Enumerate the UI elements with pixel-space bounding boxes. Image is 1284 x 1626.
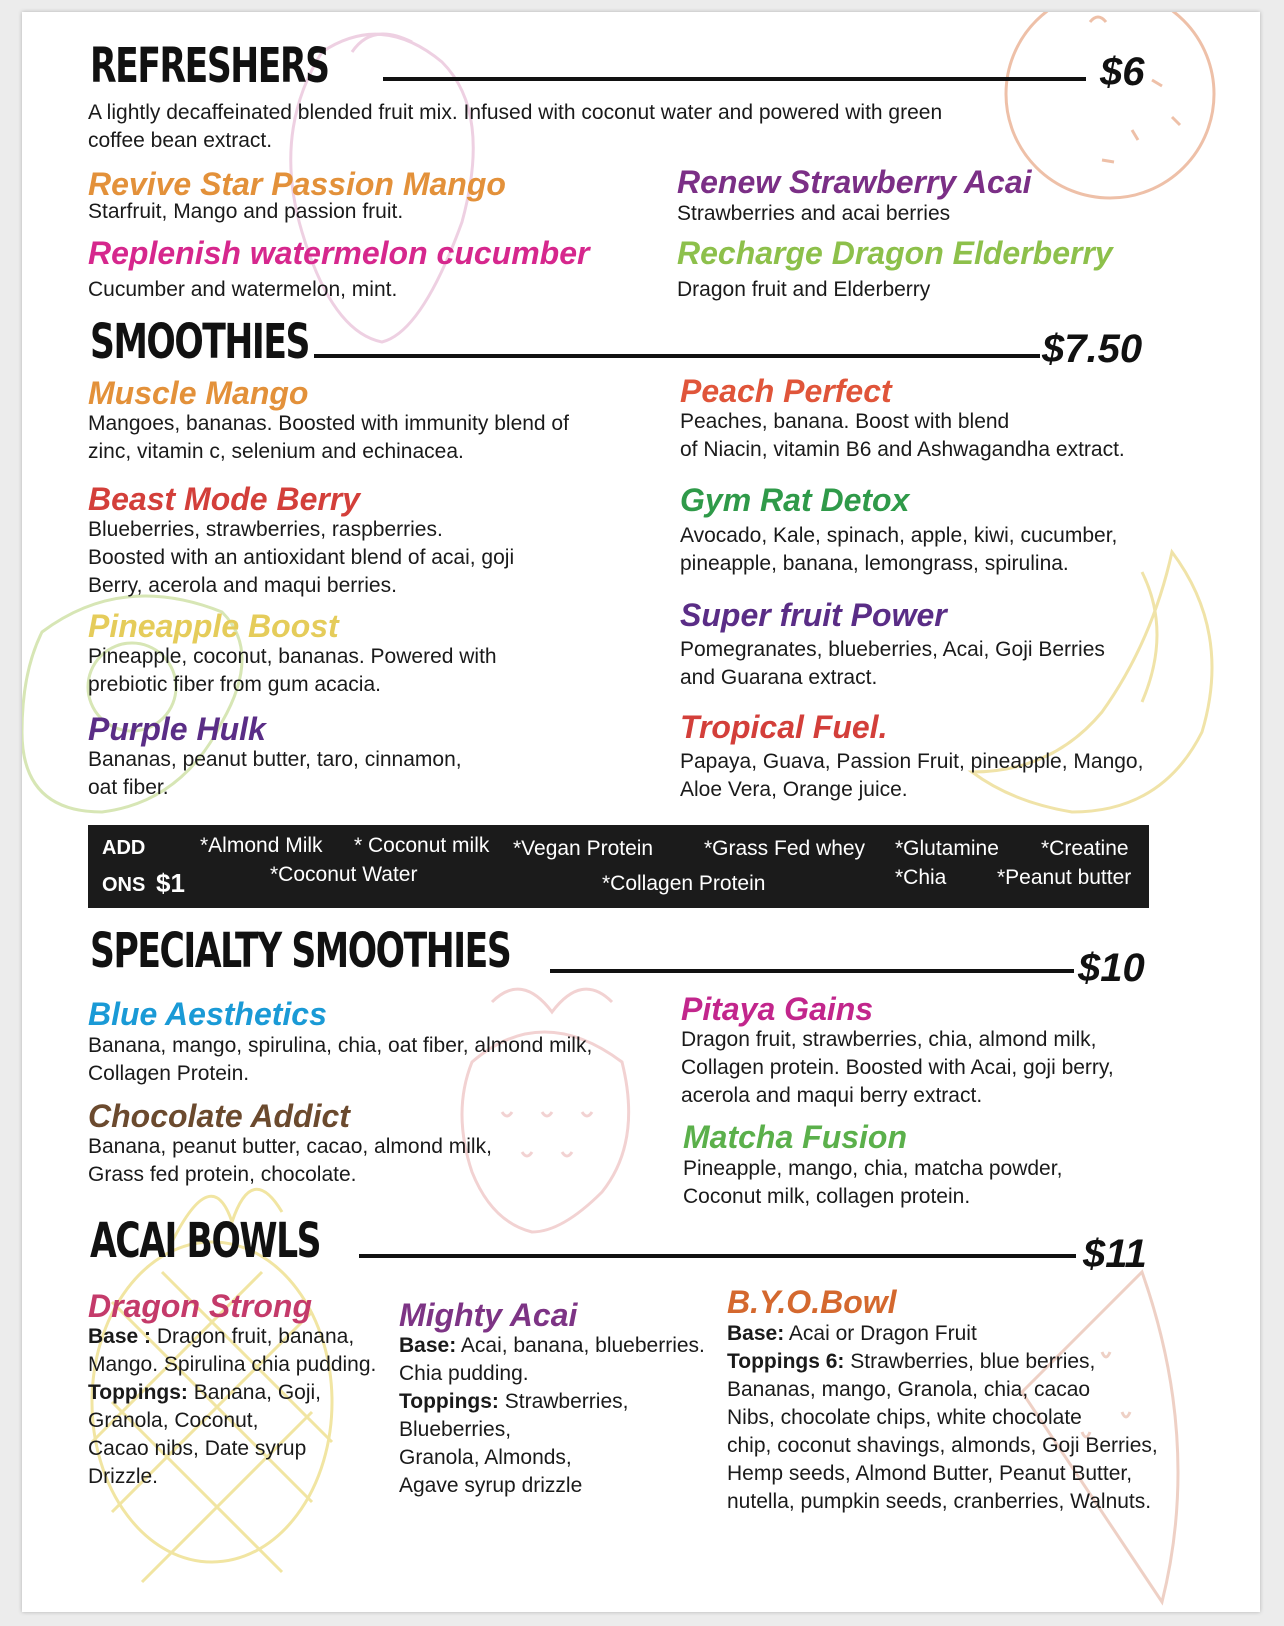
specialty-desc: Banana, mango, spirulina, chia, oat fiber, almond milk, — [88, 1034, 593, 1057]
smoothies-price: $7.50 — [1042, 327, 1143, 371]
refresher-name: Replenish watermelon cucumber — [88, 235, 590, 271]
specialty-desc: Pineapple, mango, chia, matcha powder, — [683, 1157, 1063, 1180]
bowl-desc: Cacao nibs, Date syrup — [88, 1437, 307, 1460]
bowl-name-dragon-strong: Dragon Strong — [88, 1288, 312, 1324]
refreshers-price: $6 — [1100, 50, 1145, 94]
refreshers-rule — [383, 77, 1086, 81]
addon-item: *Chia — [895, 866, 947, 889]
bowl-name-mighty-acai: Mighty Acai — [399, 1297, 578, 1333]
bowl-desc: nutella, pumpkin seeds, cranberries, Walnuts. — [727, 1490, 1152, 1513]
smoothie-name: Beast Mode Berry — [88, 481, 361, 517]
refresher-name: Recharge Dragon Elderberry — [677, 235, 1113, 271]
smoothie-desc: Mangoes, bananas. Boosted with immunity blend of — [88, 412, 569, 435]
smoothie-desc: Blueberries, strawberries, raspberries. — [88, 518, 443, 541]
addon-item: *Glutamine — [895, 837, 999, 860]
refresher-desc: Starfruit, Mango and passion fruit. — [88, 200, 404, 223]
addon-item: *Collagen Protein — [602, 872, 766, 895]
acai-price: $11 — [1083, 1232, 1147, 1276]
bowl-desc: Granola, Almonds, — [399, 1446, 572, 1469]
bowl-desc: Nibs, chocolate chips, white chocolate — [727, 1406, 1082, 1429]
smoothie-desc: pineapple, banana, lemongrass, spirulina. — [680, 552, 1069, 575]
base-text: Acai or Dragon Fruit — [784, 1322, 977, 1345]
refreshers-intro-line-2: coffee bean extract. — [88, 129, 273, 152]
addon-item: * Coconut milk — [354, 834, 490, 857]
specialty-price: $10 — [1078, 946, 1145, 990]
refresher-name: Renew Strawberry Acai — [677, 164, 1032, 200]
base-label: Base: — [727, 1322, 785, 1345]
bowl-desc: Granola, Coconut, — [88, 1409, 259, 1432]
bowl-base-line — [727, 1320, 977, 1348]
smoothie-desc: Boosted with an antioxidant blend of acai, goji — [88, 546, 515, 569]
specialty-desc: Banana, peanut butter, cacao, almond milk, — [88, 1135, 492, 1158]
smoothie-name: Peach Perfect — [680, 373, 892, 409]
smoothie-desc: Papaya, Guava, Passion Fruit, pineapple, Mango, — [680, 750, 1144, 773]
refreshers-heading: REFRESHERS — [90, 38, 329, 94]
specialty-desc: Dragon fruit, strawberries, chia, almond milk, — [681, 1028, 1097, 1051]
base-label: Base: — [399, 1334, 457, 1357]
specialty-name: Blue Aesthetics — [88, 996, 327, 1032]
smoothie-desc: and Guarana extract. — [680, 666, 878, 689]
smoothie-name: Gym Rat Detox — [680, 482, 910, 518]
bowl-desc: Agave syrup drizzle — [399, 1474, 583, 1497]
smoothie-desc: Bananas, peanut butter, taro, cinnamon, — [88, 748, 462, 771]
toppings-label: Toppings: — [88, 1381, 188, 1404]
addon-item: *Vegan Protein — [513, 837, 654, 860]
smoothie-name: Tropical Fuel. — [680, 709, 888, 745]
smoothie-desc: Peaches, banana. Boost with blend — [680, 410, 1010, 433]
bowl-desc: Blueberries, — [399, 1418, 512, 1441]
addon-item: *Creatine — [1041, 837, 1129, 860]
refresher-desc: Dragon fruit and Elderberry — [677, 278, 931, 301]
bowl-toppings-line — [88, 1379, 321, 1407]
bowl-desc: Bananas, mango, Granola, chia, cacao — [727, 1378, 1091, 1401]
bowl-base-line — [88, 1323, 354, 1351]
addons-label: ONS — [102, 874, 146, 896]
specialty-heading: SPECIALTY SMOOTHIES — [90, 923, 511, 979]
bowl-toppings-line — [727, 1348, 1095, 1376]
smoothie-desc: Avocado, Kale, spinach, apple, kiwi, cucumber, — [680, 524, 1118, 547]
smoothie-desc: of Niacin, vitamin B6 and Ashwagandha extract. — [680, 438, 1125, 461]
toppings-label: Toppings 6: — [727, 1350, 845, 1373]
smoothies-rule — [314, 354, 1040, 358]
bowl-name-byo: B.Y.O.Bowl — [727, 1284, 897, 1320]
smoothie-desc: Aloe Vera, Orange juice. — [680, 778, 908, 801]
refreshers-intro-line-1: A lightly decaffeinated blended fruit mix. Infused with coconut water and powered with green — [88, 101, 943, 124]
toppings-label: Toppings: — [399, 1390, 499, 1413]
specialty-desc: Collagen Protein. — [88, 1062, 250, 1085]
base-label: Base : — [88, 1325, 152, 1348]
specialty-desc: Grass fed protein, chocolate. — [88, 1163, 357, 1186]
specialty-desc: Coconut milk, collagen protein. — [683, 1185, 971, 1208]
addon-item: *Almond Milk — [200, 834, 323, 857]
refresher-desc: Strawberries and acai berries — [677, 202, 951, 225]
specialty-name: Matcha Fusion — [683, 1119, 908, 1155]
menu-page — [22, 12, 1260, 1612]
addons-label: ADD — [102, 837, 146, 859]
addons-bar — [88, 825, 1149, 908]
refresher-name: Revive Star Passion Mango — [88, 166, 506, 202]
toppings-text: Strawberries, — [498, 1390, 629, 1413]
acai-rule — [359, 1254, 1076, 1258]
smoothie-name: Super fruit Power — [680, 597, 947, 633]
bowl-desc: chip, coconut shavings, almonds, Goji Berries, — [727, 1434, 1158, 1457]
acai-heading: ACAI BOWLS — [90, 1213, 321, 1269]
base-text: Acai, banana, blueberries. — [456, 1334, 705, 1357]
addon-item: *Peanut butter — [997, 866, 1132, 889]
strawberry-2-icon — [462, 989, 629, 1232]
bowl-base-line — [399, 1332, 705, 1360]
specialty-name: Chocolate Addict — [88, 1098, 350, 1134]
smoothie-desc: zinc, vitamin c, selenium and echinacea. — [88, 440, 464, 463]
specialty-name: Pitaya Gains — [681, 991, 874, 1027]
smoothie-desc: Pineapple, coconut, bananas. Powered with — [88, 645, 497, 668]
smoothie-name: Pineapple Boost — [88, 608, 339, 644]
bowl-toppings-line — [399, 1388, 628, 1416]
bowl-desc: Chia pudding. — [399, 1362, 529, 1385]
orange-icon — [1006, 12, 1214, 198]
bowl-desc: Drizzle. — [88, 1465, 159, 1488]
specialty-rule — [550, 969, 1074, 973]
bowl-desc: Hemp seeds, Almond Butter, Peanut Butter, — [727, 1462, 1133, 1485]
specialty-desc: Collagen protein. Boosted with Acai, goji berry, — [681, 1056, 1114, 1079]
smoothie-desc: Pomegranates, blueberries, Acai, Goji Berries — [680, 638, 1105, 661]
addon-item: *Coconut Water — [270, 863, 418, 886]
smoothie-desc: Berry, acerola and maqui berries. — [88, 574, 397, 597]
smoothies-heading: SMOOTHIES — [90, 314, 309, 370]
addon-item: *Grass Fed whey — [704, 837, 866, 860]
base-text: Dragon fruit, banana, — [151, 1325, 355, 1348]
smoothie-name: Muscle Mango — [88, 375, 309, 411]
refresher-desc: Cucumber and watermelon, mint. — [88, 278, 398, 301]
toppings-text: Banana, Goji, — [187, 1381, 322, 1404]
smoothie-desc: prebiotic fiber from gum acacia. — [88, 673, 381, 696]
smoothie-desc: oat fiber. — [88, 776, 169, 799]
bowl-desc: Mango. Spirulina chia pudding. — [88, 1353, 377, 1376]
toppings-text: Strawberries, blue berries, — [844, 1350, 1096, 1373]
smoothie-name: Purple Hulk — [88, 711, 266, 747]
addons-price: $1 — [156, 868, 185, 898]
specialty-desc: acerola and maqui berry extract. — [681, 1084, 983, 1107]
